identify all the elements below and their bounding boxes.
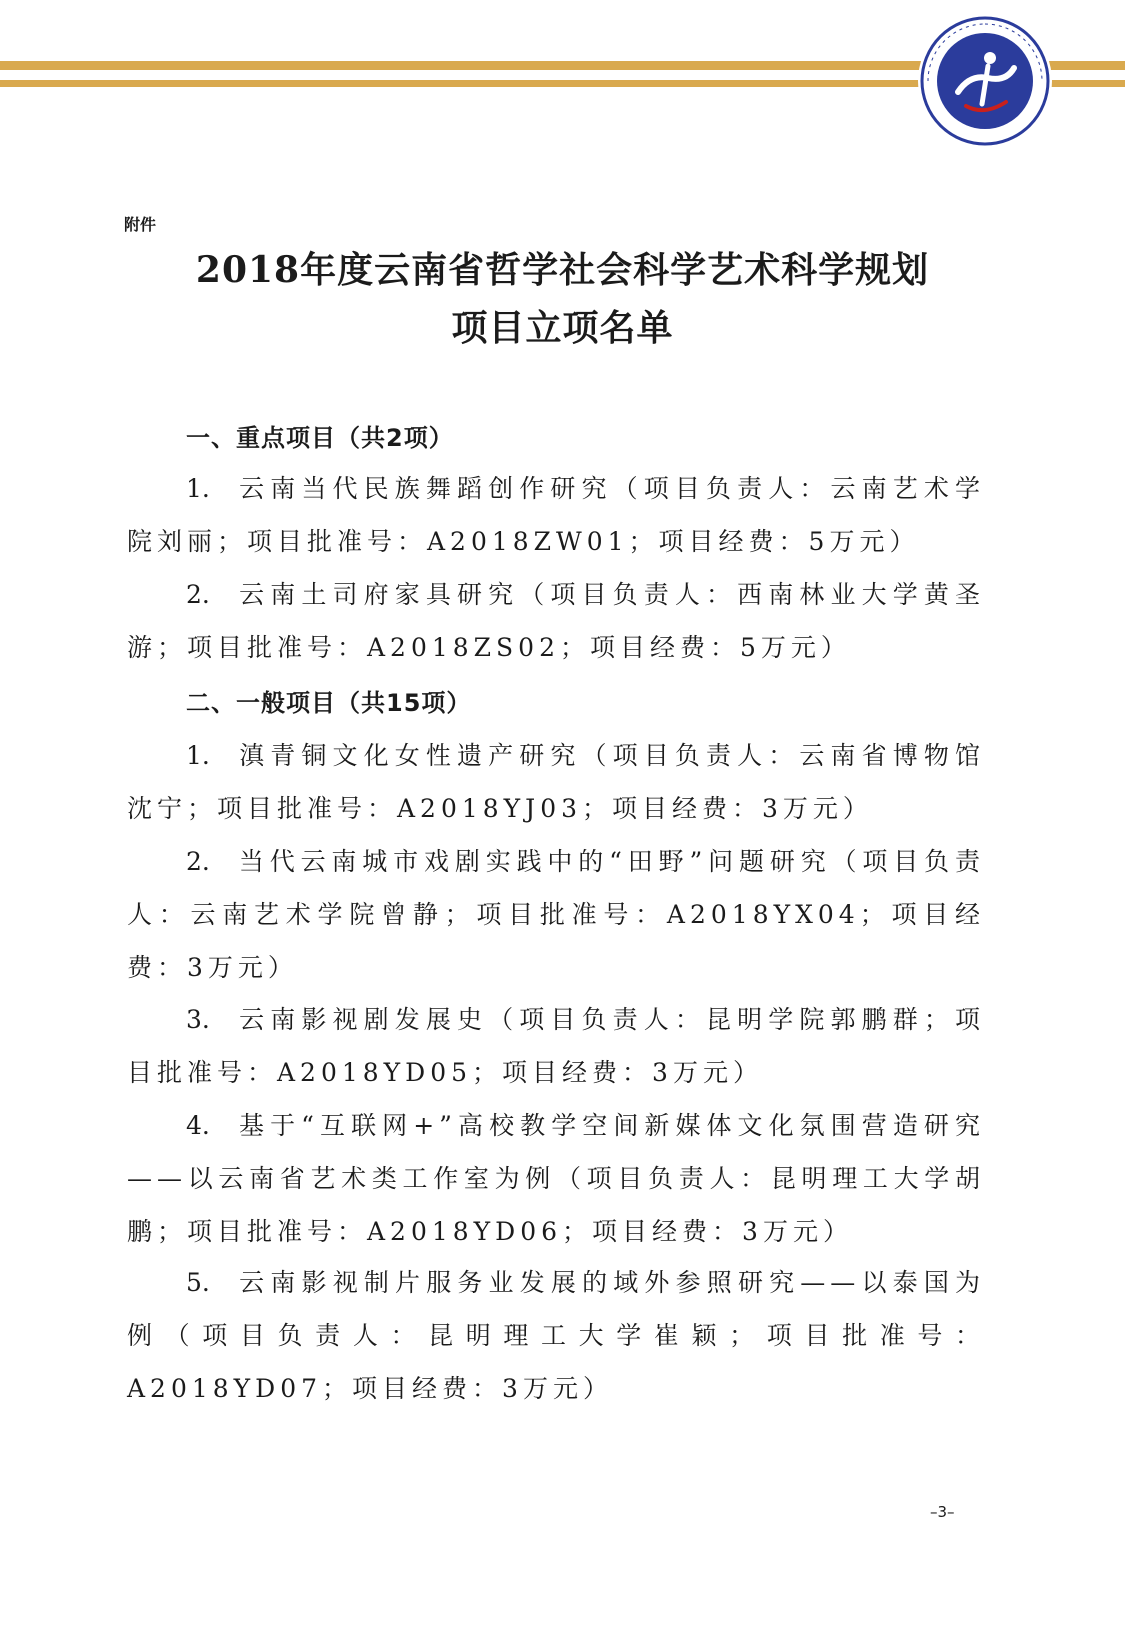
list-item <box>127 568 985 674</box>
item-text: 滇青铜文化女性遗产研究（项目负责人：云南省博物馆沈宁；项目批准号：A2018YJ03；项目经费：3万元） <box>127 741 985 823</box>
item-number: 1. <box>186 741 210 770</box>
page-number: –3– <box>930 1503 955 1521</box>
list-item <box>127 462 985 568</box>
list-item <box>127 1099 985 1258</box>
school-seal-logo <box>918 14 1052 148</box>
list-item <box>127 993 985 1099</box>
item-number: 1. <box>186 474 210 503</box>
list-item <box>127 835 985 994</box>
item-number: 2. <box>186 580 210 609</box>
item-text: 基于“互联网+”高校教学空间新媒体文化氛围营造研究——以云南省艺术类工作室为例（项目负责人：昆明理工大学胡鹏；项目批准号：A2018YD06；项目经费：3万元） <box>127 1111 985 1246</box>
document-title-line-2: 项目立项名单 <box>451 307 674 349</box>
attachment-label: 附件 <box>124 215 157 234</box>
item-text: 云南当代民族舞蹈创作研究（项目负责人：云南艺术学院刘丽；项目批准号：A2018ZW01；项目经费：5万元） <box>127 474 985 556</box>
item-number: 4. <box>186 1111 210 1140</box>
item-number: 2. <box>186 847 210 876</box>
item-text: 云南影视剧发展史（项目负责人：昆明学院郭鹏群；项目批准号：A2018YD05；项目经费：3万元） <box>127 1005 985 1087</box>
item-number: 5. <box>186 1268 210 1297</box>
seal-graphic <box>918 14 1052 148</box>
item-text: 当代云南城市戏剧实践中的“田野”问题研究（项目负责人：云南艺术学院曾静；项目批准号：A2018YX04；项目经费：3万元） <box>127 847 985 982</box>
list-item <box>127 1256 985 1415</box>
item-text: 云南影视制片服务业发展的域外参照研究——以泰国为例（项目负责人：昆明理工大学崔颖；项目批准号：A2018YD07；项目经费：3万元） <box>127 1268 985 1403</box>
list-item <box>127 729 985 835</box>
section-heading-key-projects: 一、重点项目（共2项） <box>186 424 454 452</box>
item-text: 云南土司府家具研究（项目负责人：西南林业大学黄圣游；项目批准号：A2018ZS02；项目经费：5万元） <box>127 580 985 662</box>
section-heading-general-projects: 二、一般项目（共15项） <box>186 689 472 717</box>
document-title-line-1: 2018年度云南省哲学社会科学艺术科学规划 <box>195 249 930 291</box>
item-number: 3. <box>186 1005 210 1034</box>
